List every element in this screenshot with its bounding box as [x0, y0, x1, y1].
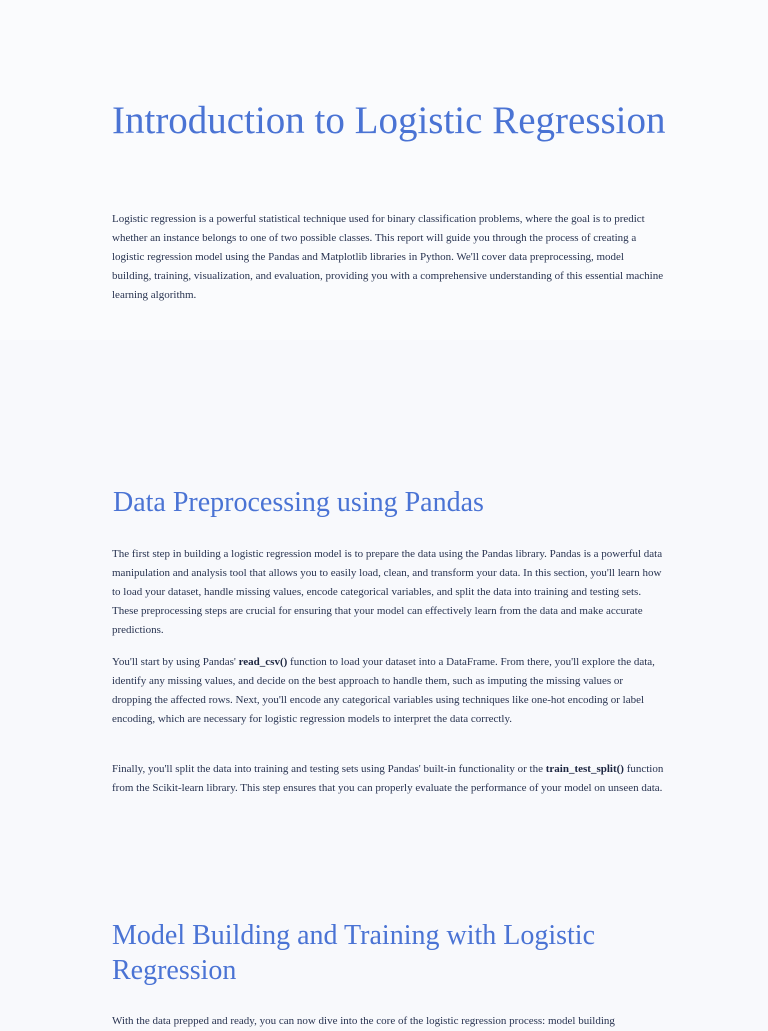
preprocessing-title: Data Preprocessing using Pandas [113, 487, 484, 518]
model-building-title: Model Building and Training with Logistic Regression [112, 920, 596, 986]
intro-title: Introduction to Logistic Regression [112, 99, 666, 142]
intro-section [0, 0, 768, 340]
intro-paragraph: Logistic regression is a powerful statistical technique used for binary classification problems, where the goal is to predict whether an instance belongs to one of two possible classes. This report will guide you through the process of creating a logistic regression model using the Pandas and Matplotlib libraries in Python. We'll cover data preprocessing, model building, training, visualization, and evaluation, providing you with a comprehensive understanding of this essential machine learning algorithm. [112, 213, 664, 301]
paragraph-2-before: You'll start by using Pandas' [112, 656, 239, 668]
preprocessing-paragraph-1: The first step in building a logistic regression model is to prepare the data using the Pandas library. Pandas is a powerful data manipulation and analysis tool that allows you to easily load, clean, and transform your data. In this section, you'll learn how to load your dataset, handle missing values, encode categorical variables, and split the data into training and testing sets. These preprocessing steps are crucial for ensuring that your model can effectively learn from the data and make accurate predictions. [112, 548, 663, 636]
read-csv-code: read_csv() [238, 656, 288, 668]
train-test-split-code: train_test_split() [545, 763, 624, 775]
paragraph-2-after: function to load your dataset into a DataFrame. From there, you'll explore the data, identify any missing values, and decide on the best approach to handle them, such as imputing the missing values or dropping the affected rows. Next, you'll encode any categorical variables using techniques like one-hot encoding or label encoding, which are necessary for logistic regression models to interpret the data correctly. [112, 656, 655, 725]
paragraph-3-after: function from the Scikit-learn library. This step ensures that you can properly evaluate the performance of your model on unseen data. [112, 763, 664, 794]
preprocessing-paragraph-3 [112, 760, 664, 798]
model-building-paragraph: With the data prepped and ready, you can now dive into the core of the logistic regression process: model building [112, 1015, 615, 1027]
preprocessing-paragraph-2 [112, 653, 664, 729]
paragraph-3-before: Finally, you'll split the data into training and testing sets using Pandas' built-in functionality or the [112, 763, 546, 775]
